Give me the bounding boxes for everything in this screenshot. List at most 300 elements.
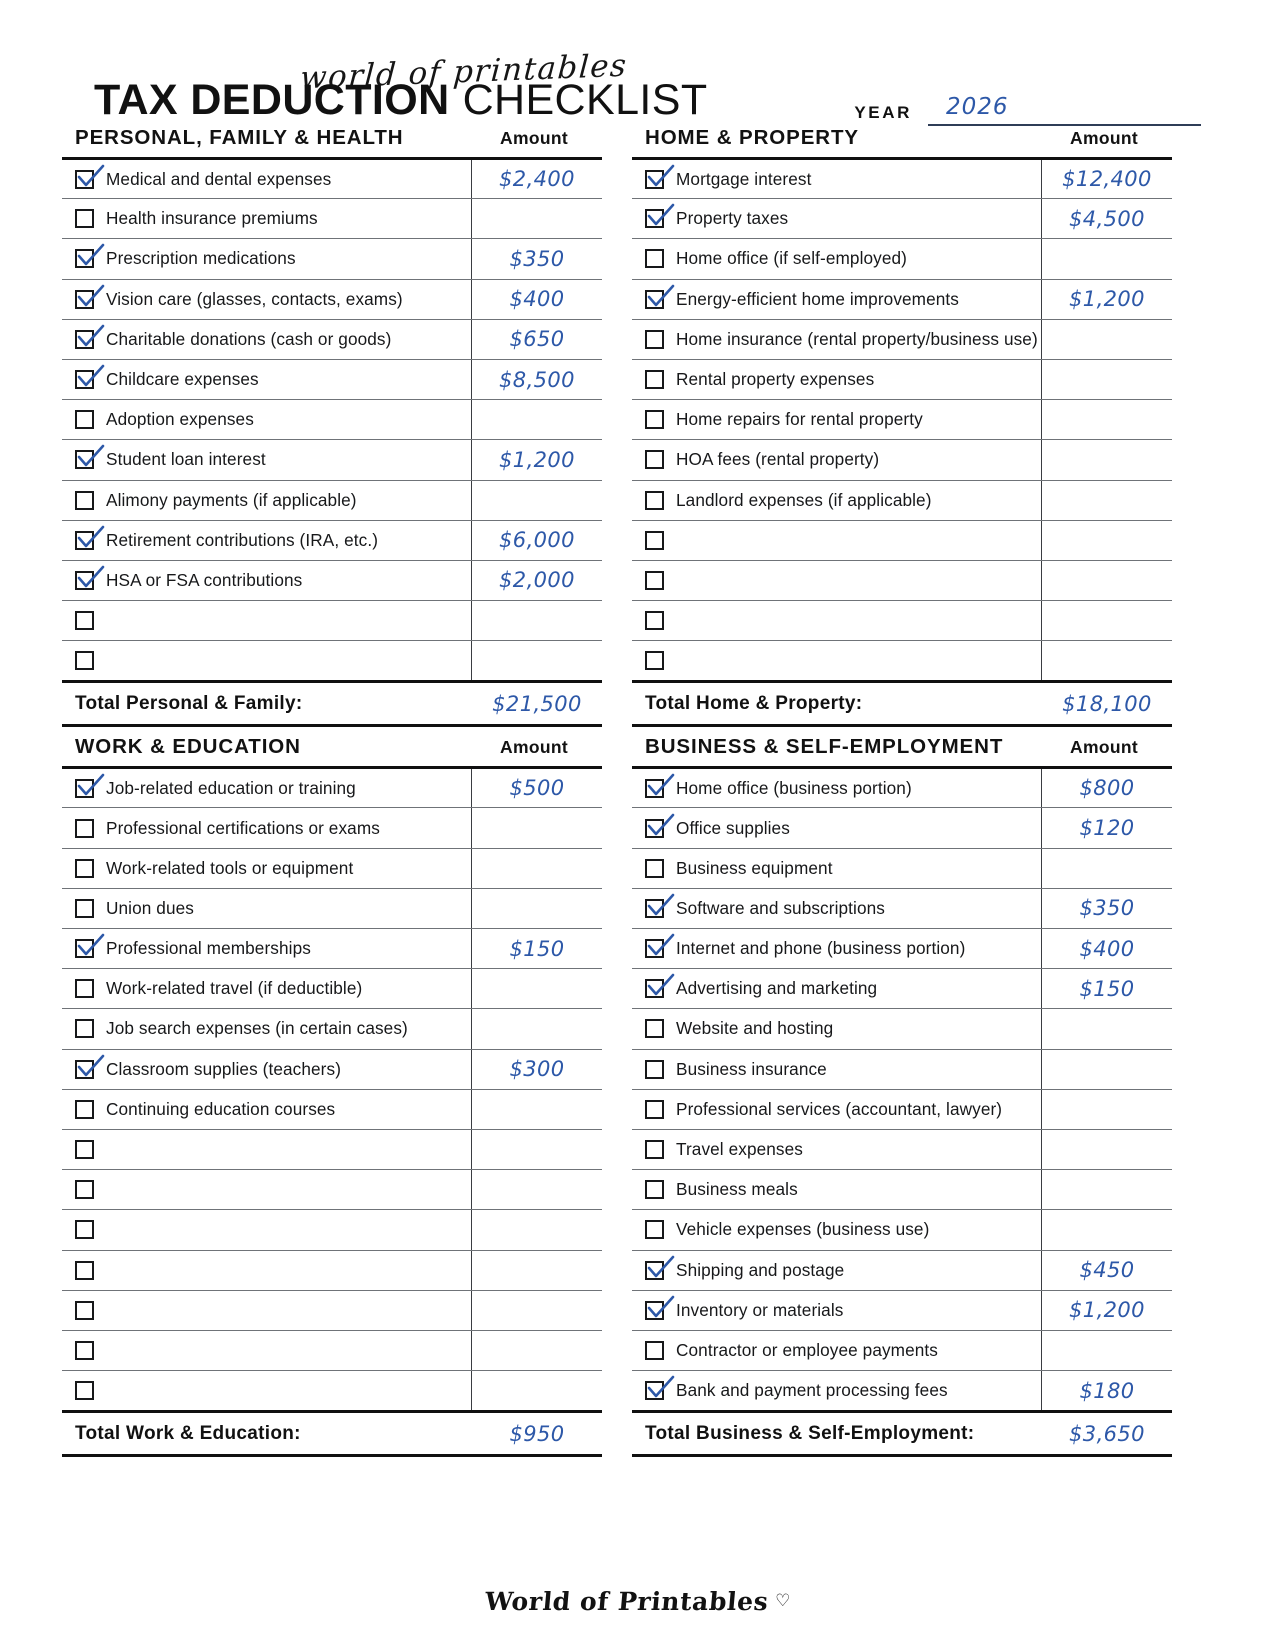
amount-cell[interactable]	[1042, 1210, 1173, 1250]
checkbox-cell[interactable]	[632, 1089, 676, 1129]
amount-cell[interactable]	[1042, 520, 1173, 560]
amount-cell[interactable]	[1042, 359, 1173, 399]
page-footer	[0, 1587, 1275, 1616]
table-row	[632, 808, 1172, 848]
table-row	[62, 359, 602, 399]
checkbox-cell[interactable]	[632, 848, 676, 888]
checkbox-cell[interactable]	[632, 969, 676, 1009]
checkmark-icon	[76, 932, 106, 960]
amount-cell[interactable]	[472, 1330, 603, 1370]
checkbox-cell[interactable]	[62, 279, 106, 319]
checkbox-checked-icon[interactable]	[645, 1381, 664, 1400]
table-row	[62, 199, 602, 239]
amount-cell[interactable]	[472, 1170, 603, 1210]
amount-cell[interactable]	[1042, 808, 1173, 848]
section-header	[62, 735, 602, 766]
amount-cell[interactable]	[472, 1371, 603, 1411]
amount-cell[interactable]	[1042, 1129, 1173, 1169]
checklist-table	[62, 157, 602, 681]
table-row	[62, 768, 602, 808]
amount-value: $400	[1079, 936, 1135, 961]
section-title: HOME & PROPERTY	[645, 126, 859, 149]
checkbox-cell[interactable]	[62, 641, 106, 681]
checkbox-cell[interactable]	[62, 601, 106, 641]
checkbox-checked-icon[interactable]	[75, 939, 94, 958]
checkbox-cell[interactable]	[632, 319, 676, 359]
checkmark-icon	[76, 772, 106, 800]
item-label: Software and subscriptions	[676, 888, 1042, 928]
amount-cell[interactable]	[1042, 888, 1173, 928]
checkbox-icon[interactable]	[75, 651, 94, 670]
item-label: Rental property expenses	[676, 359, 1042, 399]
checkbox-checked-icon[interactable]	[645, 819, 664, 838]
checkbox-cell[interactable]	[62, 1129, 106, 1169]
amount-value: $450	[1079, 1258, 1135, 1283]
amount-cell[interactable]	[472, 199, 603, 239]
checkbox-cell[interactable]	[632, 1250, 676, 1290]
checkbox-cell[interactable]	[62, 159, 106, 199]
amount-cell[interactable]	[1042, 319, 1173, 359]
checkbox-icon[interactable]	[75, 1100, 94, 1119]
checkbox-checked-icon[interactable]	[645, 1301, 664, 1320]
table-row	[62, 279, 602, 319]
amount-value: $6,000	[499, 528, 575, 553]
checkbox-cell[interactable]	[62, 359, 106, 399]
table-row	[632, 1210, 1172, 1250]
section-total-row	[62, 680, 602, 727]
amount-cell[interactable]	[472, 1089, 603, 1129]
table-row	[62, 159, 602, 199]
amount-value: $150	[509, 936, 565, 961]
checkbox-cell[interactable]	[632, 159, 676, 199]
amount-value: $1,200	[1069, 287, 1145, 312]
table-row	[62, 319, 602, 359]
checkbox-icon[interactable]	[645, 859, 664, 878]
checkbox-cell[interactable]	[62, 239, 106, 279]
checkbox-cell[interactable]	[62, 969, 106, 1009]
amount-cell[interactable]	[1042, 279, 1173, 319]
total-amount-cell[interactable]	[472, 692, 602, 716]
table-row	[62, 969, 602, 1009]
checklist-table	[632, 766, 1172, 1411]
checkbox-checked-icon[interactable]	[645, 939, 664, 958]
checkbox-checked-icon[interactable]	[645, 899, 664, 918]
total-amount-cell[interactable]	[472, 1422, 602, 1446]
amount-cell[interactable]	[1042, 848, 1173, 888]
table-row	[62, 1290, 602, 1330]
checkbox-checked-icon[interactable]	[75, 249, 94, 268]
checkmark-icon	[76, 443, 106, 471]
item-label	[676, 641, 1042, 681]
amount-cell[interactable]	[472, 1129, 603, 1169]
amount-cell[interactable]	[1042, 1330, 1173, 1370]
checkbox-cell[interactable]	[632, 641, 676, 681]
amount-cell[interactable]	[1042, 159, 1173, 199]
checkbox-icon[interactable]	[645, 1140, 664, 1159]
amount-cell[interactable]	[472, 319, 603, 359]
checkbox-icon[interactable]	[75, 899, 94, 918]
checkbox-icon[interactable]	[645, 1220, 664, 1239]
checkbox-cell[interactable]	[632, 1129, 676, 1169]
amount-value: $300	[509, 1057, 565, 1082]
table-row	[632, 159, 1172, 199]
checkmark-icon	[646, 812, 676, 840]
checkbox-checked-icon[interactable]	[75, 779, 94, 798]
amount-cell[interactable]	[472, 520, 603, 560]
table-row	[632, 641, 1172, 681]
checkbox-icon[interactable]	[75, 1301, 94, 1320]
checkbox-icon[interactable]	[75, 1180, 94, 1199]
checkbox-icon[interactable]	[645, 370, 664, 389]
checkbox-icon[interactable]	[75, 1220, 94, 1239]
amount-cell[interactable]	[472, 641, 603, 681]
checkbox-checked-icon[interactable]	[645, 290, 664, 309]
checkbox-cell[interactable]	[62, 808, 106, 848]
section-header	[632, 126, 1172, 157]
item-label: Website and hosting	[676, 1009, 1042, 1049]
amount-cell[interactable]	[1042, 480, 1173, 520]
amount-cell[interactable]	[472, 1049, 603, 1089]
checkbox-cell[interactable]	[632, 400, 676, 440]
item-label: Advertising and marketing	[676, 969, 1042, 1009]
amount-cell[interactable]	[472, 1210, 603, 1250]
checkbox-cell[interactable]	[62, 888, 106, 928]
item-label: Professional certifications or exams	[106, 808, 472, 848]
item-label: Childcare expenses	[106, 359, 472, 399]
checkbox-cell[interactable]	[62, 848, 106, 888]
checkbox-checked-icon[interactable]	[645, 779, 664, 798]
item-label: Classroom supplies (teachers)	[106, 1049, 472, 1089]
item-label	[676, 601, 1042, 641]
amount-cell[interactable]	[472, 768, 603, 808]
checkbox-cell[interactable]	[62, 199, 106, 239]
checkbox-cell[interactable]	[62, 768, 106, 808]
amount-cell[interactable]	[472, 400, 603, 440]
section-header	[62, 126, 602, 157]
amount-value: $180	[1079, 1378, 1135, 1403]
item-label: Bank and payment processing fees	[676, 1371, 1042, 1411]
amount-cell[interactable]	[472, 808, 603, 848]
amount-value: $800	[1079, 776, 1135, 801]
heart-icon: ♡	[775, 1591, 791, 1610]
table-row	[632, 1049, 1172, 1089]
amount-value: $4,500	[1069, 206, 1145, 231]
checkbox-cell[interactable]	[632, 279, 676, 319]
checkbox-icon[interactable]	[645, 571, 664, 590]
checkbox-icon[interactable]	[645, 450, 664, 469]
checkbox-checked-icon[interactable]	[75, 1060, 94, 1079]
checkbox-cell[interactable]	[62, 929, 106, 969]
checkbox-icon[interactable]	[645, 1341, 664, 1360]
checkbox-cell[interactable]	[62, 440, 106, 480]
checkbox-icon[interactable]	[75, 209, 94, 228]
checkbox-checked-icon[interactable]	[75, 571, 94, 590]
checkbox-icon[interactable]	[645, 330, 664, 349]
checkbox-cell[interactable]	[62, 1330, 106, 1370]
checkbox-cell[interactable]	[62, 1371, 106, 1411]
amount-cell[interactable]	[1042, 641, 1173, 681]
checkmark-icon	[646, 1294, 676, 1322]
table-row	[632, 848, 1172, 888]
total-amount-cell[interactable]	[1042, 1422, 1172, 1446]
year-input[interactable]	[928, 90, 1201, 126]
item-label: Alimony payments (if applicable)	[106, 480, 472, 520]
checkbox-icon[interactable]	[75, 859, 94, 878]
page-title	[94, 76, 708, 125]
item-label	[106, 1371, 472, 1411]
checkbox-icon[interactable]	[645, 1019, 664, 1038]
item-label: Adoption expenses	[106, 400, 472, 440]
item-label: Retirement contributions (IRA, etc.)	[106, 520, 472, 560]
amount-cell[interactable]	[1042, 969, 1173, 1009]
amount-cell[interactable]	[472, 279, 603, 319]
amount-cell[interactable]	[1042, 768, 1173, 808]
item-label: Job-related education or training	[106, 768, 472, 808]
checkbox-cell[interactable]	[62, 1170, 106, 1210]
amount-cell[interactable]	[472, 888, 603, 928]
checkbox-cell[interactable]	[632, 1170, 676, 1210]
section-title: PERSONAL, FAMILY & HEALTH	[75, 126, 404, 149]
amount-cell[interactable]	[1042, 400, 1173, 440]
amount-cell[interactable]	[472, 1250, 603, 1290]
table-row	[632, 359, 1172, 399]
checkbox-cell[interactable]	[62, 319, 106, 359]
checkbox-cell[interactable]	[62, 1009, 106, 1049]
checkbox-cell[interactable]	[62, 1049, 106, 1089]
checkbox-checked-icon[interactable]	[75, 170, 94, 189]
amount-value: $350	[1079, 896, 1135, 921]
item-label: Business insurance	[676, 1049, 1042, 1089]
checkbox-icon[interactable]	[75, 1140, 94, 1159]
year-field-group	[854, 90, 1201, 126]
checkbox-checked-icon[interactable]	[645, 209, 664, 228]
total-label: Total Business & Self-Employment:	[645, 1422, 975, 1444]
table-row	[62, 239, 602, 279]
checkbox-cell[interactable]	[632, 480, 676, 520]
checkbox-cell[interactable]	[632, 1290, 676, 1330]
amount-cell[interactable]	[472, 969, 603, 1009]
item-label	[106, 1290, 472, 1330]
item-label: Shipping and postage	[676, 1250, 1042, 1290]
amount-cell[interactable]	[472, 480, 603, 520]
checkbox-icon[interactable]	[75, 1381, 94, 1400]
checkbox-cell[interactable]	[632, 888, 676, 928]
checkbox-icon[interactable]	[645, 1100, 664, 1119]
checkmark-icon	[76, 564, 106, 592]
checkbox-cell[interactable]	[62, 1089, 106, 1129]
checkbox-icon[interactable]	[75, 410, 94, 429]
item-label: Prescription medications	[106, 239, 472, 279]
total-amount-cell[interactable]	[1042, 692, 1172, 716]
checkbox-cell[interactable]	[62, 1290, 106, 1330]
checkbox-icon[interactable]	[645, 611, 664, 630]
checkbox-icon[interactable]	[75, 1341, 94, 1360]
checkbox-icon[interactable]	[645, 1060, 664, 1079]
amount-column-header: Amount	[1070, 737, 1138, 758]
item-label: Home office (if self-employed)	[676, 239, 1042, 279]
checkbox-checked-icon[interactable]	[645, 170, 664, 189]
amount-cell[interactable]	[1042, 560, 1173, 600]
checkbox-cell[interactable]	[62, 560, 106, 600]
amount-cell[interactable]	[1042, 1049, 1173, 1089]
checkbox-icon[interactable]	[645, 531, 664, 550]
checklist-table	[62, 766, 602, 1411]
item-label	[106, 601, 472, 641]
checkmark-icon	[646, 892, 676, 920]
item-label: Internet and phone (business portion)	[676, 929, 1042, 969]
checkbox-checked-icon[interactable]	[75, 330, 94, 349]
checkbox-checked-icon[interactable]	[75, 531, 94, 550]
item-label: Vision care (glasses, contacts, exams)	[106, 279, 472, 319]
amount-cell[interactable]	[472, 440, 603, 480]
amount-column-header: Amount	[500, 737, 568, 758]
item-label: Vehicle expenses (business use)	[676, 1210, 1042, 1250]
checkbox-cell[interactable]	[632, 440, 676, 480]
checkbox-cell[interactable]	[632, 768, 676, 808]
item-label	[106, 1250, 472, 1290]
item-label: Professional memberships	[106, 929, 472, 969]
table-row	[632, 319, 1172, 359]
item-label: HSA or FSA contributions	[106, 560, 472, 600]
checkbox-cell[interactable]	[632, 1371, 676, 1411]
table-row	[632, 199, 1172, 239]
checkbox-icon[interactable]	[75, 1261, 94, 1280]
amount-cell[interactable]	[1042, 1170, 1173, 1210]
amount-value: $2,000	[499, 568, 575, 593]
footer-brand: World of Printables	[483, 1587, 770, 1616]
amount-cell[interactable]	[1042, 1250, 1173, 1290]
checkbox-cell[interactable]	[632, 1049, 676, 1089]
amount-cell[interactable]	[472, 1009, 603, 1049]
amount-cell[interactable]	[472, 929, 603, 969]
checkbox-icon[interactable]	[75, 1019, 94, 1038]
checkbox-cell[interactable]	[632, 359, 676, 399]
checkbox-cell[interactable]	[632, 808, 676, 848]
checkbox-checked-icon[interactable]	[645, 1261, 664, 1280]
checkbox-cell[interactable]	[632, 1330, 676, 1370]
item-label: Mortgage interest	[676, 159, 1042, 199]
amount-cell[interactable]	[472, 601, 603, 641]
amount-cell[interactable]	[1042, 199, 1173, 239]
checkmark-icon	[76, 242, 106, 270]
checkbox-cell[interactable]	[62, 480, 106, 520]
checkbox-cell[interactable]	[632, 199, 676, 239]
checkbox-checked-icon[interactable]	[75, 370, 94, 389]
table-row	[632, 929, 1172, 969]
checkbox-icon[interactable]	[75, 819, 94, 838]
amount-cell[interactable]	[1042, 929, 1173, 969]
checkbox-icon[interactable]	[75, 979, 94, 998]
item-label: Home insurance (rental property/business use)	[676, 319, 1042, 359]
checkbox-checked-icon[interactable]	[645, 979, 664, 998]
checkmark-icon	[646, 202, 676, 230]
checkbox-icon[interactable]	[645, 491, 664, 510]
checkmark-icon	[76, 1053, 106, 1081]
checkbox-cell[interactable]	[62, 400, 106, 440]
table-row	[632, 1371, 1172, 1411]
amount-value: $350	[509, 246, 565, 271]
amount-cell[interactable]	[1042, 239, 1173, 279]
total-amount-value: $950	[509, 1421, 565, 1446]
table-row	[62, 1089, 602, 1129]
amount-cell[interactable]	[1042, 1089, 1173, 1129]
amount-cell[interactable]	[1042, 1371, 1173, 1411]
checkbox-icon[interactable]	[75, 491, 94, 510]
table-row	[62, 641, 602, 681]
table-row	[632, 1129, 1172, 1169]
table-row	[632, 768, 1172, 808]
checkbox-cell[interactable]	[62, 1250, 106, 1290]
item-label: Inventory or materials	[676, 1290, 1042, 1330]
amount-value: $1,200	[499, 447, 575, 472]
table-row	[62, 929, 602, 969]
sections-grid	[62, 118, 1213, 1457]
amount-cell[interactable]	[1042, 1009, 1173, 1049]
checkmark-icon	[646, 772, 676, 800]
checkbox-icon[interactable]	[75, 611, 94, 630]
checkbox-checked-icon[interactable]	[75, 290, 94, 309]
amount-cell[interactable]	[472, 560, 603, 600]
checkbox-icon[interactable]	[645, 1180, 664, 1199]
checkbox-cell[interactable]	[632, 1210, 676, 1250]
checkbox-cell[interactable]	[632, 239, 676, 279]
checkmark-icon	[646, 932, 676, 960]
section-home-property	[632, 126, 1172, 727]
item-label: Energy-efficient home improvements	[676, 279, 1042, 319]
section-header	[632, 735, 1172, 766]
table-row	[632, 520, 1172, 560]
checkbox-cell[interactable]	[632, 1009, 676, 1049]
table-row	[62, 848, 602, 888]
item-label: Work-related tools or equipment	[106, 848, 472, 888]
checkbox-icon[interactable]	[645, 410, 664, 429]
checkbox-icon[interactable]	[645, 249, 664, 268]
amount-cell[interactable]	[472, 1290, 603, 1330]
total-amount-value: $21,500	[492, 691, 582, 716]
item-label: Student loan interest	[106, 440, 472, 480]
checkbox-cell[interactable]	[632, 520, 676, 560]
amount-cell[interactable]	[1042, 440, 1173, 480]
amount-cell[interactable]	[472, 848, 603, 888]
amount-cell[interactable]	[472, 239, 603, 279]
section-total-row	[62, 1410, 602, 1457]
checkbox-cell[interactable]	[632, 560, 676, 600]
checkbox-checked-icon[interactable]	[75, 450, 94, 469]
total-label: Total Home & Property:	[645, 692, 863, 714]
checkbox-cell[interactable]	[62, 520, 106, 560]
item-label: Travel expenses	[676, 1129, 1042, 1169]
checkmark-icon	[76, 283, 106, 311]
amount-value: $120	[1079, 816, 1135, 841]
checkbox-cell[interactable]	[632, 601, 676, 641]
table-row	[62, 1250, 602, 1290]
table-row	[62, 480, 602, 520]
table-row	[632, 1009, 1172, 1049]
amount-cell[interactable]	[472, 359, 603, 399]
amount-cell[interactable]	[472, 159, 603, 199]
table-row	[632, 969, 1172, 1009]
checkbox-cell[interactable]	[632, 929, 676, 969]
item-label	[106, 1170, 472, 1210]
item-label: Property taxes	[676, 199, 1042, 239]
checklist-table	[632, 157, 1172, 681]
table-row	[62, 1170, 602, 1210]
item-label	[676, 560, 1042, 600]
amount-cell[interactable]	[1042, 1290, 1173, 1330]
checkbox-cell[interactable]	[62, 1210, 106, 1250]
checkbox-icon[interactable]	[645, 651, 664, 670]
amount-cell[interactable]	[1042, 601, 1173, 641]
